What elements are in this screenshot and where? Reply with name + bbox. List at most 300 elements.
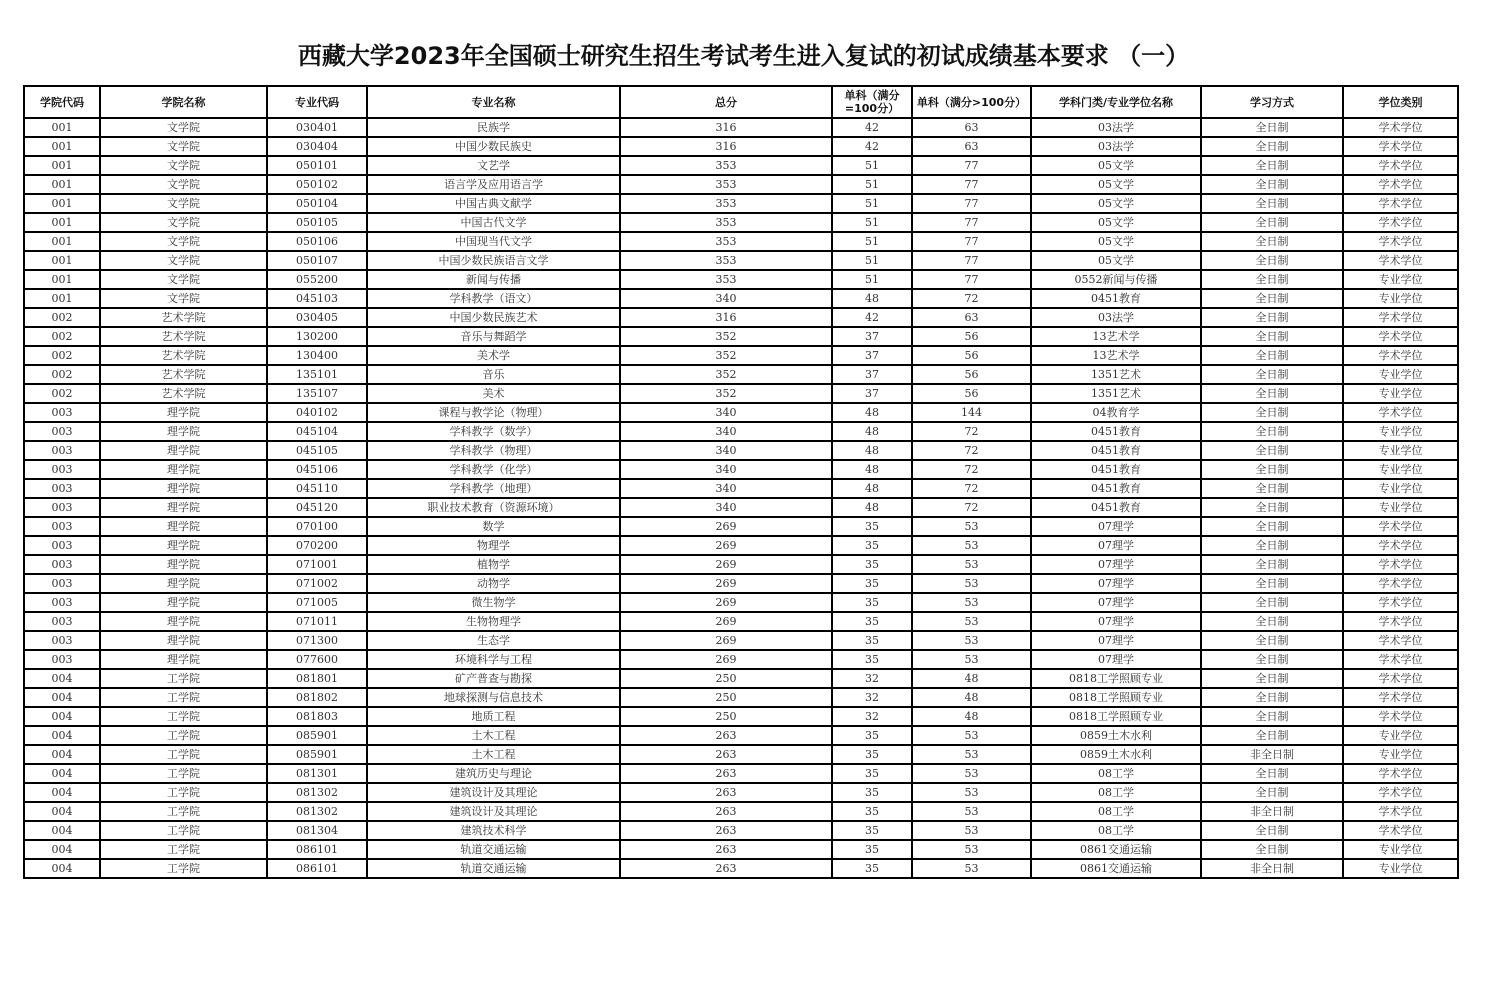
cell-study-mode: 全日制 bbox=[1201, 213, 1343, 232]
cell-major-code: 081302 bbox=[267, 783, 367, 802]
cell-college-name: 理学院 bbox=[100, 517, 267, 536]
cell-study-mode: 全日制 bbox=[1201, 365, 1343, 384]
cell-single-subject-over-100: 63 bbox=[912, 308, 1031, 327]
cell-major-name: 学科教学（数学） bbox=[367, 422, 620, 441]
cell-college-code: 001 bbox=[24, 289, 100, 308]
cell-college-name: 理学院 bbox=[100, 612, 267, 631]
cell-total-score: 269 bbox=[620, 517, 832, 536]
table-row bbox=[24, 498, 1458, 517]
cell-degree-type: 学术学位 bbox=[1343, 137, 1458, 156]
cell-major-name: 美术 bbox=[367, 384, 620, 403]
cell-college-code: 004 bbox=[24, 783, 100, 802]
cell-major-name: 生物物理学 bbox=[367, 612, 620, 631]
cell-major-name: 新闻与传播 bbox=[367, 270, 620, 289]
table-row bbox=[24, 764, 1458, 783]
cell-college-code: 004 bbox=[24, 745, 100, 764]
cell-major-name: 环境科学与工程 bbox=[367, 650, 620, 669]
cell-major-code: 081802 bbox=[267, 688, 367, 707]
cell-college-name: 工学院 bbox=[100, 840, 267, 859]
cell-single-subject-100: 48 bbox=[832, 479, 912, 498]
cell-college-code: 003 bbox=[24, 612, 100, 631]
cell-major-name: 中国少数民族史 bbox=[367, 137, 620, 156]
cell-college-name: 文学院 bbox=[100, 175, 267, 194]
cell-single-subject-100: 35 bbox=[832, 840, 912, 859]
table-row bbox=[24, 403, 1458, 422]
cell-single-subject-100: 51 bbox=[832, 251, 912, 270]
cell-study-mode: 全日制 bbox=[1201, 289, 1343, 308]
table-row bbox=[24, 137, 1458, 156]
cell-total-score: 352 bbox=[620, 365, 832, 384]
cell-single-subject-100: 32 bbox=[832, 669, 912, 688]
cell-single-subject-over-100: 72 bbox=[912, 479, 1031, 498]
cell-college-name: 理学院 bbox=[100, 536, 267, 555]
cell-discipline-category: 03法学 bbox=[1031, 118, 1201, 137]
cell-college-name: 工学院 bbox=[100, 821, 267, 840]
cell-single-subject-over-100: 53 bbox=[912, 840, 1031, 859]
cell-college-name: 文学院 bbox=[100, 251, 267, 270]
cell-discipline-category: 0552新闻与传播 bbox=[1031, 270, 1201, 289]
cell-degree-type: 专业学位 bbox=[1343, 726, 1458, 745]
cell-single-subject-100: 35 bbox=[832, 745, 912, 764]
cell-college-code: 004 bbox=[24, 764, 100, 783]
cell-major-code: 081301 bbox=[267, 764, 367, 783]
cell-study-mode: 全日制 bbox=[1201, 536, 1343, 555]
cell-degree-type: 学术学位 bbox=[1343, 764, 1458, 783]
table-row bbox=[24, 726, 1458, 745]
cell-major-name: 矿产普查与勘探 bbox=[367, 669, 620, 688]
cell-total-score: 340 bbox=[620, 460, 832, 479]
table-row bbox=[24, 688, 1458, 707]
cell-college-code: 004 bbox=[24, 802, 100, 821]
cell-degree-type: 学术学位 bbox=[1343, 669, 1458, 688]
cell-major-code: 045106 bbox=[267, 460, 367, 479]
cell-total-score: 269 bbox=[620, 650, 832, 669]
cell-major-name: 微生物学 bbox=[367, 593, 620, 612]
cell-college-name: 理学院 bbox=[100, 479, 267, 498]
cell-single-subject-over-100: 48 bbox=[912, 669, 1031, 688]
cell-study-mode: 全日制 bbox=[1201, 707, 1343, 726]
cell-single-subject-over-100: 53 bbox=[912, 536, 1031, 555]
cell-total-score: 352 bbox=[620, 327, 832, 346]
cell-total-score: 353 bbox=[620, 270, 832, 289]
cell-single-subject-over-100: 56 bbox=[912, 365, 1031, 384]
cell-single-subject-over-100: 77 bbox=[912, 270, 1031, 289]
cell-study-mode: 全日制 bbox=[1201, 460, 1343, 479]
cell-college-code: 004 bbox=[24, 707, 100, 726]
cell-study-mode: 全日制 bbox=[1201, 669, 1343, 688]
cell-study-mode: 全日制 bbox=[1201, 118, 1343, 137]
cell-college-name: 工学院 bbox=[100, 745, 267, 764]
cell-single-subject-100: 42 bbox=[832, 137, 912, 156]
header-college-name: 学院名称 bbox=[100, 86, 267, 118]
cell-major-name: 音乐与舞蹈学 bbox=[367, 327, 620, 346]
table-row bbox=[24, 251, 1458, 270]
cell-major-code: 071005 bbox=[267, 593, 367, 612]
cell-single-subject-100: 35 bbox=[832, 631, 912, 650]
cell-major-code: 085901 bbox=[267, 745, 367, 764]
cell-college-code: 001 bbox=[24, 251, 100, 270]
cell-degree-type: 学术学位 bbox=[1343, 308, 1458, 327]
cell-study-mode: 全日制 bbox=[1201, 593, 1343, 612]
table-row bbox=[24, 821, 1458, 840]
cell-degree-type: 专业学位 bbox=[1343, 460, 1458, 479]
cell-study-mode: 全日制 bbox=[1201, 194, 1343, 213]
cell-degree-type: 学术学位 bbox=[1343, 175, 1458, 194]
cell-study-mode: 全日制 bbox=[1201, 517, 1343, 536]
cell-single-subject-over-100: 53 bbox=[912, 783, 1031, 802]
cell-major-code: 050101 bbox=[267, 156, 367, 175]
cell-single-subject-100: 35 bbox=[832, 517, 912, 536]
cell-single-subject-over-100: 53 bbox=[912, 631, 1031, 650]
cell-college-code: 004 bbox=[24, 821, 100, 840]
cell-study-mode: 全日制 bbox=[1201, 346, 1343, 365]
cell-study-mode: 全日制 bbox=[1201, 327, 1343, 346]
table-row bbox=[24, 707, 1458, 726]
cell-major-code: 055200 bbox=[267, 270, 367, 289]
cell-college-name: 理学院 bbox=[100, 403, 267, 422]
cell-single-subject-100: 48 bbox=[832, 498, 912, 517]
cell-major-name: 土木工程 bbox=[367, 745, 620, 764]
table-row bbox=[24, 802, 1458, 821]
cell-degree-type: 学术学位 bbox=[1343, 213, 1458, 232]
cell-single-subject-100: 35 bbox=[832, 764, 912, 783]
cell-college-code: 004 bbox=[24, 859, 100, 878]
cell-total-score: 340 bbox=[620, 498, 832, 517]
cell-study-mode: 全日制 bbox=[1201, 156, 1343, 175]
cell-study-mode: 全日制 bbox=[1201, 821, 1343, 840]
cell-college-name: 理学院 bbox=[100, 631, 267, 650]
cell-discipline-category: 05文学 bbox=[1031, 175, 1201, 194]
header-single-subject-over-100: 单科（满分>100分） bbox=[912, 86, 1031, 118]
cell-major-name: 学科教学（地理） bbox=[367, 479, 620, 498]
cell-degree-type: 专业学位 bbox=[1343, 859, 1458, 878]
cell-single-subject-over-100: 53 bbox=[912, 612, 1031, 631]
cell-college-name: 文学院 bbox=[100, 289, 267, 308]
cell-college-code: 004 bbox=[24, 688, 100, 707]
table-row bbox=[24, 669, 1458, 688]
cell-major-name: 轨道交通运输 bbox=[367, 840, 620, 859]
cell-major-name: 物理学 bbox=[367, 536, 620, 555]
cell-total-score: 352 bbox=[620, 384, 832, 403]
cell-college-code: 003 bbox=[24, 517, 100, 536]
cell-major-code: 070200 bbox=[267, 536, 367, 555]
cell-major-code: 081803 bbox=[267, 707, 367, 726]
cell-major-name: 学科教学（语文） bbox=[367, 289, 620, 308]
table-row bbox=[24, 517, 1458, 536]
cell-study-mode: 全日制 bbox=[1201, 650, 1343, 669]
cell-college-code: 002 bbox=[24, 384, 100, 403]
cell-discipline-category: 07理学 bbox=[1031, 593, 1201, 612]
cell-study-mode: 全日制 bbox=[1201, 175, 1343, 194]
cell-college-code: 002 bbox=[24, 365, 100, 384]
table-row bbox=[24, 612, 1458, 631]
cell-major-code: 086101 bbox=[267, 840, 367, 859]
cell-college-name: 文学院 bbox=[100, 156, 267, 175]
cell-single-subject-over-100: 48 bbox=[912, 707, 1031, 726]
cell-total-score: 263 bbox=[620, 783, 832, 802]
cell-college-code: 003 bbox=[24, 422, 100, 441]
cell-discipline-category: 0451教育 bbox=[1031, 460, 1201, 479]
table-row bbox=[24, 840, 1458, 859]
table-header-row bbox=[24, 86, 1458, 118]
cell-college-name: 理学院 bbox=[100, 441, 267, 460]
cell-major-name: 中国古典文献学 bbox=[367, 194, 620, 213]
cell-major-name: 中国少数民族艺术 bbox=[367, 308, 620, 327]
cell-major-name: 建筑历史与理论 bbox=[367, 764, 620, 783]
cell-total-score: 263 bbox=[620, 840, 832, 859]
cell-major-name: 数学 bbox=[367, 517, 620, 536]
table-row bbox=[24, 441, 1458, 460]
cell-single-subject-100: 37 bbox=[832, 327, 912, 346]
cell-college-name: 艺术学院 bbox=[100, 327, 267, 346]
cell-study-mode: 全日制 bbox=[1201, 251, 1343, 270]
cell-degree-type: 学术学位 bbox=[1343, 327, 1458, 346]
cell-college-code: 001 bbox=[24, 213, 100, 232]
cell-discipline-category: 0451教育 bbox=[1031, 289, 1201, 308]
cell-college-name: 工学院 bbox=[100, 802, 267, 821]
cell-major-code: 045105 bbox=[267, 441, 367, 460]
table-row bbox=[24, 118, 1458, 137]
cell-discipline-category: 08工学 bbox=[1031, 802, 1201, 821]
cell-total-score: 340 bbox=[620, 479, 832, 498]
cell-study-mode: 非全日制 bbox=[1201, 745, 1343, 764]
cell-major-name: 建筑设计及其理论 bbox=[367, 802, 620, 821]
cell-major-name: 中国现当代文学 bbox=[367, 232, 620, 251]
cell-study-mode: 全日制 bbox=[1201, 384, 1343, 403]
cell-discipline-category: 0861交通运输 bbox=[1031, 840, 1201, 859]
cell-major-name: 动物学 bbox=[367, 574, 620, 593]
table-row bbox=[24, 555, 1458, 574]
cell-total-score: 352 bbox=[620, 346, 832, 365]
table-row bbox=[24, 479, 1458, 498]
cell-single-subject-100: 48 bbox=[832, 460, 912, 479]
cell-single-subject-over-100: 56 bbox=[912, 327, 1031, 346]
cell-college-name: 工学院 bbox=[100, 726, 267, 745]
cell-single-subject-over-100: 63 bbox=[912, 137, 1031, 156]
cell-single-subject-100: 35 bbox=[832, 821, 912, 840]
cell-single-subject-100: 48 bbox=[832, 422, 912, 441]
cell-study-mode: 全日制 bbox=[1201, 403, 1343, 422]
cell-single-subject-over-100: 53 bbox=[912, 859, 1031, 878]
cell-study-mode: 全日制 bbox=[1201, 764, 1343, 783]
cell-college-code: 001 bbox=[24, 175, 100, 194]
cell-college-code: 001 bbox=[24, 232, 100, 251]
cell-single-subject-100: 42 bbox=[832, 118, 912, 137]
cell-total-score: 353 bbox=[620, 213, 832, 232]
cell-college-code: 003 bbox=[24, 441, 100, 460]
cell-study-mode: 非全日制 bbox=[1201, 802, 1343, 821]
cell-total-score: 269 bbox=[620, 631, 832, 650]
cell-single-subject-100: 32 bbox=[832, 707, 912, 726]
cell-total-score: 250 bbox=[620, 669, 832, 688]
cell-discipline-category: 05文学 bbox=[1031, 251, 1201, 270]
cell-total-score: 269 bbox=[620, 612, 832, 631]
cell-single-subject-100: 35 bbox=[832, 802, 912, 821]
cell-single-subject-over-100: 144 bbox=[912, 403, 1031, 422]
cell-major-code: 071011 bbox=[267, 612, 367, 631]
cell-total-score: 353 bbox=[620, 251, 832, 270]
cell-single-subject-100: 37 bbox=[832, 365, 912, 384]
cell-single-subject-over-100: 53 bbox=[912, 650, 1031, 669]
cell-major-code: 085901 bbox=[267, 726, 367, 745]
cell-total-score: 340 bbox=[620, 289, 832, 308]
cell-degree-type: 学术学位 bbox=[1343, 631, 1458, 650]
cell-degree-type: 学术学位 bbox=[1343, 536, 1458, 555]
cell-discipline-category: 1351艺术 bbox=[1031, 384, 1201, 403]
cell-total-score: 263 bbox=[620, 745, 832, 764]
cell-major-code: 135107 bbox=[267, 384, 367, 403]
cell-major-code: 030405 bbox=[267, 308, 367, 327]
cell-total-score: 269 bbox=[620, 574, 832, 593]
cell-college-name: 工学院 bbox=[100, 669, 267, 688]
cell-study-mode: 全日制 bbox=[1201, 232, 1343, 251]
cell-study-mode: 全日制 bbox=[1201, 688, 1343, 707]
cell-study-mode: 全日制 bbox=[1201, 555, 1343, 574]
cell-discipline-category: 08工学 bbox=[1031, 764, 1201, 783]
cell-discipline-category: 07理学 bbox=[1031, 555, 1201, 574]
cell-major-name: 建筑技术科学 bbox=[367, 821, 620, 840]
cell-degree-type: 学术学位 bbox=[1343, 593, 1458, 612]
cell-discipline-category: 0818工学照顾专业 bbox=[1031, 707, 1201, 726]
cell-total-score: 263 bbox=[620, 726, 832, 745]
cell-total-score: 263 bbox=[620, 764, 832, 783]
cell-single-subject-100: 42 bbox=[832, 308, 912, 327]
cell-single-subject-over-100: 53 bbox=[912, 555, 1031, 574]
cell-total-score: 316 bbox=[620, 118, 832, 137]
cell-single-subject-100: 37 bbox=[832, 346, 912, 365]
cell-total-score: 263 bbox=[620, 802, 832, 821]
cell-single-subject-100: 51 bbox=[832, 194, 912, 213]
cell-discipline-category: 07理学 bbox=[1031, 650, 1201, 669]
cell-major-code: 071002 bbox=[267, 574, 367, 593]
cell-degree-type: 专业学位 bbox=[1343, 498, 1458, 517]
cell-major-name: 生态学 bbox=[367, 631, 620, 650]
cell-single-subject-over-100: 77 bbox=[912, 213, 1031, 232]
cell-degree-type: 专业学位 bbox=[1343, 289, 1458, 308]
table-row bbox=[24, 536, 1458, 555]
cell-college-name: 文学院 bbox=[100, 194, 267, 213]
cell-single-subject-over-100: 56 bbox=[912, 384, 1031, 403]
cell-major-code: 050107 bbox=[267, 251, 367, 270]
cell-major-code: 050106 bbox=[267, 232, 367, 251]
cell-single-subject-100: 48 bbox=[832, 441, 912, 460]
cell-total-score: 250 bbox=[620, 707, 832, 726]
cell-college-code: 003 bbox=[24, 593, 100, 612]
cell-single-subject-100: 35 bbox=[832, 536, 912, 555]
cell-single-subject-over-100: 53 bbox=[912, 821, 1031, 840]
cell-discipline-category: 0859土木水利 bbox=[1031, 745, 1201, 764]
cell-college-name: 理学院 bbox=[100, 498, 267, 517]
cell-degree-type: 专业学位 bbox=[1343, 422, 1458, 441]
cell-college-name: 工学院 bbox=[100, 707, 267, 726]
table-row bbox=[24, 593, 1458, 612]
cell-single-subject-over-100: 72 bbox=[912, 460, 1031, 479]
cell-study-mode: 全日制 bbox=[1201, 441, 1343, 460]
table-row bbox=[24, 346, 1458, 365]
cell-college-name: 文学院 bbox=[100, 270, 267, 289]
cell-major-name: 建筑设计及其理论 bbox=[367, 783, 620, 802]
header-major-code: 专业代码 bbox=[267, 86, 367, 118]
cell-college-name: 理学院 bbox=[100, 574, 267, 593]
cell-total-score: 269 bbox=[620, 536, 832, 555]
cell-discipline-category: 0451教育 bbox=[1031, 498, 1201, 517]
cell-major-code: 040102 bbox=[267, 403, 367, 422]
cell-single-subject-over-100: 53 bbox=[912, 593, 1031, 612]
cell-study-mode: 非全日制 bbox=[1201, 859, 1343, 878]
cell-college-code: 001 bbox=[24, 137, 100, 156]
cell-discipline-category: 0861交通运输 bbox=[1031, 859, 1201, 878]
table-row bbox=[24, 574, 1458, 593]
cell-major-name: 文艺学 bbox=[367, 156, 620, 175]
cell-college-code: 001 bbox=[24, 270, 100, 289]
cell-major-code: 086101 bbox=[267, 859, 367, 878]
cell-college-code: 003 bbox=[24, 460, 100, 479]
cell-college-name: 理学院 bbox=[100, 555, 267, 574]
cell-college-name: 理学院 bbox=[100, 650, 267, 669]
table-row bbox=[24, 650, 1458, 669]
cell-single-subject-100: 35 bbox=[832, 593, 912, 612]
cell-study-mode: 全日制 bbox=[1201, 137, 1343, 156]
cell-major-code: 071300 bbox=[267, 631, 367, 650]
cell-study-mode: 全日制 bbox=[1201, 631, 1343, 650]
cell-degree-type: 专业学位 bbox=[1343, 745, 1458, 764]
cell-degree-type: 学术学位 bbox=[1343, 650, 1458, 669]
cell-single-subject-100: 48 bbox=[832, 403, 912, 422]
cell-major-name: 美术学 bbox=[367, 346, 620, 365]
cell-degree-type: 学术学位 bbox=[1343, 555, 1458, 574]
cell-single-subject-over-100: 53 bbox=[912, 517, 1031, 536]
cell-single-subject-over-100: 53 bbox=[912, 745, 1031, 764]
table-row bbox=[24, 631, 1458, 650]
cell-total-score: 353 bbox=[620, 175, 832, 194]
cell-college-name: 艺术学院 bbox=[100, 365, 267, 384]
cell-major-code: 081801 bbox=[267, 669, 367, 688]
cell-major-code: 081302 bbox=[267, 802, 367, 821]
cell-study-mode: 全日制 bbox=[1201, 726, 1343, 745]
cell-degree-type: 学术学位 bbox=[1343, 156, 1458, 175]
cell-total-score: 353 bbox=[620, 232, 832, 251]
cell-college-code: 003 bbox=[24, 403, 100, 422]
header-degree-type: 学位类别 bbox=[1343, 86, 1458, 118]
cell-single-subject-100: 51 bbox=[832, 270, 912, 289]
cell-single-subject-100: 35 bbox=[832, 783, 912, 802]
cell-college-code: 003 bbox=[24, 555, 100, 574]
cell-degree-type: 学术学位 bbox=[1343, 251, 1458, 270]
header-single-subject-100: 单科（满分=100分） bbox=[832, 86, 912, 118]
table-row bbox=[24, 289, 1458, 308]
header-discipline-category: 学科门类/专业学位名称 bbox=[1031, 86, 1201, 118]
table-row bbox=[24, 460, 1458, 479]
cell-major-name: 职业技术教育（资源环境） bbox=[367, 498, 620, 517]
cell-single-subject-100: 37 bbox=[832, 384, 912, 403]
cell-degree-type: 学术学位 bbox=[1343, 403, 1458, 422]
cell-major-name: 民族学 bbox=[367, 118, 620, 137]
cell-total-score: 316 bbox=[620, 137, 832, 156]
cell-single-subject-over-100: 56 bbox=[912, 346, 1031, 365]
cell-major-name: 中国古代文学 bbox=[367, 213, 620, 232]
cell-total-score: 340 bbox=[620, 441, 832, 460]
cell-single-subject-over-100: 63 bbox=[912, 118, 1031, 137]
cell-major-code: 081304 bbox=[267, 821, 367, 840]
cell-single-subject-over-100: 72 bbox=[912, 498, 1031, 517]
cell-college-code: 002 bbox=[24, 346, 100, 365]
cell-single-subject-100: 51 bbox=[832, 232, 912, 251]
cell-discipline-category: 0859土木水利 bbox=[1031, 726, 1201, 745]
cell-college-name: 工学院 bbox=[100, 783, 267, 802]
cell-major-name: 课程与教学论（物理） bbox=[367, 403, 620, 422]
cell-single-subject-100: 51 bbox=[832, 175, 912, 194]
cell-college-code: 003 bbox=[24, 574, 100, 593]
